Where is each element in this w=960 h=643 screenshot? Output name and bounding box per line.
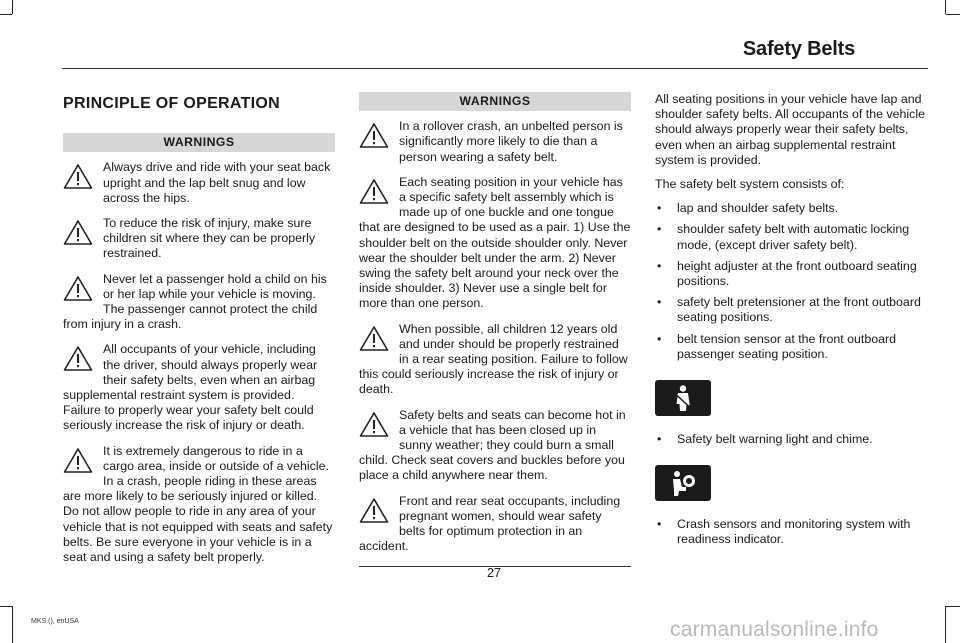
warning-triangle-icon <box>63 219 95 247</box>
header-rule <box>62 68 928 69</box>
warnings-header: WARNINGS <box>63 133 335 152</box>
crop-mark <box>946 606 960 607</box>
warning-triangle-icon <box>359 122 391 150</box>
page-title: Safety Belts <box>742 38 855 60</box>
list-item: • shoulder safety belt with automatic locking mode, (except driver safety belt). <box>657 222 910 252</box>
warning-triangle-icon <box>63 447 95 475</box>
warning-triangle-icon <box>359 411 391 439</box>
crop-mark <box>0 14 12 15</box>
warning-text: Never let a passenger hold a child on his or her lap while your vehicle is moving. The passenger cannot protect the child from injury in a crash. <box>63 271 327 332</box>
warning-triangle-icon <box>359 178 391 206</box>
warning-list <box>63 160 335 565</box>
intro-paragraph: All seating positions in your vehicle have lap and shoulder safety belts. All occupants of the vehicle should always properly wear their safety belts, even when an airbag supplemental restraint system is provided. <box>655 92 925 167</box>
warning-text: Always drive and ride with your seat back upright and the lap belt snug and low across the hips. <box>103 160 331 205</box>
warning-triangle-icon <box>63 345 95 373</box>
right-column <box>655 92 927 554</box>
list-intro: The safety belt system consists of: <box>655 177 845 192</box>
warning-item <box>63 272 335 333</box>
watermark[interactable]: carmanualsonline.info <box>670 618 879 641</box>
warning-item <box>359 119 631 165</box>
warning-text: It is extremely dangerous to ride in a cargo area, inside or outside of a vehicle. In a crash, people riding in these areas are more likely to be seriously injured or killed. Do not allow people to ride in any area of your vehicle that is not equipped with seats and safety belts. Be sure everyone in your vehicle is in a seat and using a safety belt properly. <box>63 443 333 565</box>
system-components-list <box>655 201 927 362</box>
airbag-warning-icon <box>655 465 711 501</box>
section-heading: PRINCIPLE OF OPERATION <box>63 95 280 112</box>
list-item: • Crash sensors and monitoring system with readiness indicator. <box>657 517 911 547</box>
warning-text: To reduce the risk of injury, make sure children sit where they can be properly restrained. <box>103 216 316 261</box>
list-item: • height adjuster at the front outboard seating positions. <box>657 258 917 289</box>
warning-text: Each seating position in your vehicle has a specific safety belt assembly which is made up of one buckle and one tongue that are designed to be used as a pair. 1) Use the shoulder belt on the outside shoulder only. Never wear the shoulder belt under the arm. 2) Never swing the safety belt around your neck over the inside shoulder. 3) Never use a single belt for more than one person. <box>359 174 631 311</box>
list-item: • lap and shoulder safety belts. <box>657 201 839 216</box>
left-column <box>63 92 335 575</box>
indicator-list <box>655 517 927 547</box>
crop-mark <box>946 14 960 15</box>
warning-item <box>63 216 335 262</box>
seatbelt-warning-icon <box>655 380 711 416</box>
crop-mark <box>945 0 946 14</box>
warning-text: Safety belts and seats can become hot in a vehicle that has been closed up in sunny weather; they could burn a small child. Check seat covers and buckles before you place a child anywhere near them. <box>359 407 626 483</box>
footer-code: MKS (), enUSA <box>31 618 79 625</box>
warning-item <box>359 175 631 312</box>
warning-triangle-icon <box>359 325 391 353</box>
middle-column <box>359 92 631 567</box>
list-item: • safety belt pretensioner at the front outboard seating positions. <box>657 295 921 325</box>
page-number: 27 <box>487 566 501 580</box>
warning-list <box>359 119 631 554</box>
crop-mark <box>945 606 946 643</box>
warning-item <box>63 342 335 433</box>
list-item: • belt tension sensor at the front outboard passenger seating position. <box>657 331 897 361</box>
warning-item <box>63 444 335 566</box>
warning-text: Front and rear seat occupants, including pregnant women, should wear safety belts for optimum protection in an accident. <box>359 493 621 554</box>
list-item: • Safety belt warning light and chime. <box>657 432 873 447</box>
crop-mark <box>0 606 12 607</box>
warning-text: In a rollover crash, an unbelted person is significantly more likely to die than a person wearing a safety belt. <box>399 119 623 164</box>
warning-item <box>359 408 631 484</box>
indicator-list <box>655 432 927 447</box>
warnings-header: WARNINGS <box>359 92 631 111</box>
crop-mark <box>12 606 13 643</box>
warning-triangle-icon <box>63 163 95 191</box>
warning-triangle-icon <box>63 275 95 303</box>
warning-item <box>359 322 631 398</box>
warning-text: All occupants of your vehicle, including the driver, should always properly wear their safety belts, even when an airbag supplemental restraint system is provided. Failure to properly wear your safety belt could seriously increase the risk of injury or death. <box>63 342 318 433</box>
crop-mark <box>12 0 13 14</box>
warning-triangle-icon <box>359 497 391 525</box>
warning-text: When possible, all children 12 years old and under should be properly restrained in a rear seating position. Failure to follow this could seriously increase the risk of injury or death. <box>359 321 628 397</box>
warning-item <box>63 160 335 206</box>
warning-item <box>359 494 631 555</box>
